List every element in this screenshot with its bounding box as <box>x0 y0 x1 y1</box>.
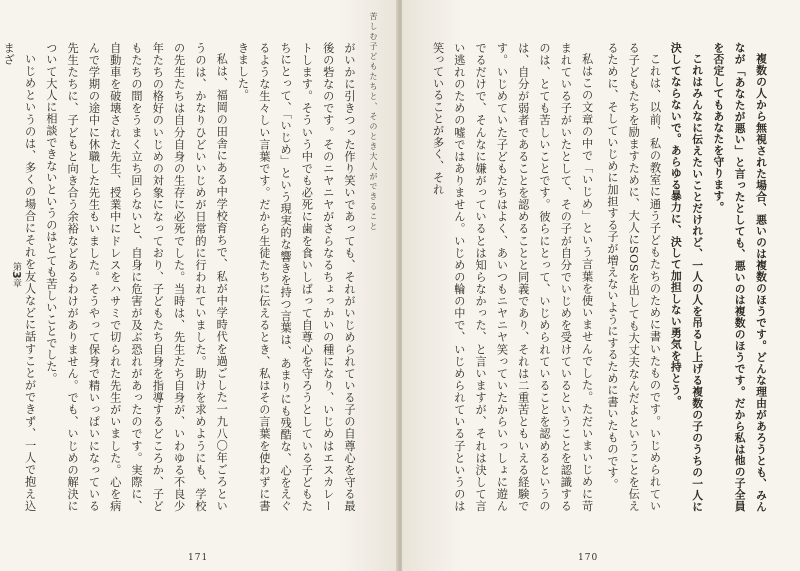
body-paragraph: 私はこの文章の中で「いじめ」という言葉を使いませんでした。ただいまいじめに苛まれている子がいたとして、その子が自分でいじめを受けているということを認識するのは、とても苦しいことです。彼らにとって、いじめられていることを認めるというのは、自分が弱者であることを認めることと同義であり、それは二重苦ともいえる経験です。いじめていた子どもたちはよく、あいつもニヤニヤ笑っていたからいっしょに遊んでるだけで、そんなに嫌がっているとは知らなかった、と言いますが、それは決して言い逃れのための嘘ではありません。いじめの輪の中で、いじめられている子というのは笑っていることが多く、それ <box>431 42 594 512</box>
chapter-number: 3 <box>10 271 23 279</box>
running-header: 苦しむ子どもたちと、そのとき大人ができること <box>369 12 378 232</box>
page-number-left: 171 <box>188 553 209 563</box>
chapter-suffix: 章 <box>11 278 21 288</box>
body-paragraph: がいかに引きつった作り笑いであっても、それがいじめられている子の自尊心を守る最後の砦なのです。そのニヤニヤがさらなるちょっかいの種になり、いじめはエスカレートします。そういう中でも必死に歯を食いしばって自尊心を守ろうとしている子どもたちにとって、「いじめ」という現実的な響きを持つ言葉は、あまりにも残酷な、心をえぐるような生々しい言葉です。だから生徒たちに伝えるとき、私はその言葉を使わずに書きました。 <box>236 42 356 512</box>
right-page <box>402 0 800 571</box>
body-paragraph: 私は、福岡の田舎にある中学校育ちで、私が中学時代を過ごした一九八〇年ごろというのは、かなりひどいいじめが日常的に行われていました。助けを求めようにも、学校の先生たちは自分自身の生存に必死でした。当時は、先生たち自身が、いわゆる不良少年たちの格好のいじめの対象になっており、子どもたち自身を指導するどころか、子どもたちの間をうまく立ち回らないと、自身に危害が及ぶ恐れがあったのです。実際に、自動車を破壊された先生、授業中にドレスをハサミで切られた先生がいました。心を病んで学期の途中に休職した先生もいました。そうやって保身で精いっぱいになっている先生たちに、子どもと向き合う余裕などあるわけがありません。でも、いじめの解決について大人に相談できないというのはとても苦しいことでした。 <box>44 42 229 512</box>
body-paragraph: これは、以前、私の教室に通う子どもたちのために書いたものです。いじめられている子どもたちを励ますために、大人にSOSを出しても大丈夫なんだよということを伝えるために、そしていじめに加担する子が増えないようにするために書いたものです。 <box>605 42 662 512</box>
chapter-prefix: 第 <box>11 262 21 271</box>
right-body-text <box>426 42 772 512</box>
body-paragraph: いじめというのは、多くの場合にそれを友人などに話すことができず、一人で抱え込まざ <box>2 42 37 512</box>
left-body-text <box>2 42 360 512</box>
left-page <box>0 0 398 571</box>
emphasized-paragraph: 複数の人から無視された場合、悪いのは複数のほうです。どんな理由があろうとも、みんなが「あなたが悪い」と言ったとしても、悪いのは複数のほうです。だから私は他の子全員を否定してもあなたを守ります。 <box>712 42 768 512</box>
emphasized-paragraph: これはみんなに伝えたいことだけれど、一人の人を吊るし上げる複数の子のうちの一人に決してならないで。あらゆる暴力に、決して加担しない勇気を持とう。 <box>669 42 705 512</box>
page-number-right: 170 <box>578 553 599 563</box>
